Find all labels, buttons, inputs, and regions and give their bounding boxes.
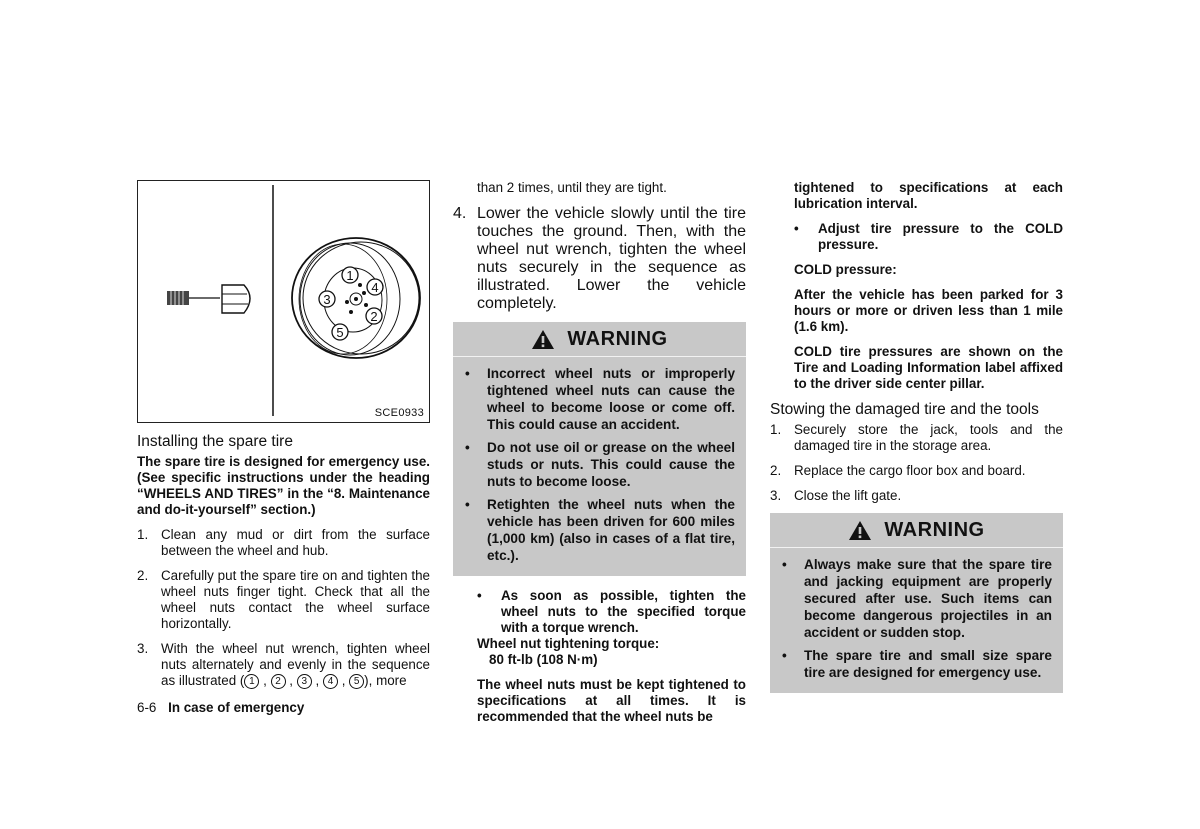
warning-item: • The spare tire and small size spare tire are designed for emergency use.: [782, 648, 1052, 680]
warning-box: [453, 322, 746, 576]
list-item: 3. Close the lift gate.: [770, 488, 902, 503]
stowing-steps: [770, 422, 1063, 504]
continuation-text: tightened to specifications at each lubrication interval.: [794, 180, 1063, 211]
adjust-pressure-bullet: • Adjust tire pressure to the COLD pressure.: [794, 221, 1063, 252]
list-item: 2. Replace the cargo floor box and board.: [770, 463, 1026, 478]
section-name: In case of emergency: [168, 700, 305, 715]
wheel-nut-figure: [137, 180, 430, 423]
seq-circle-1: 1: [244, 674, 259, 689]
warning-icon: [848, 520, 872, 541]
list-item: 2. Carefully put the spare tire on and tighten the wheel nuts finger tight. Check that all the wheel nuts contact the wheel surface horizontally.: [137, 568, 430, 631]
page-number: 6-6: [137, 700, 157, 715]
wheel-icon: [292, 238, 420, 358]
page-footer: [137, 700, 304, 715]
installing-spare-heading: Installing the spare tire: [137, 433, 293, 450]
warning-box: [770, 513, 1063, 693]
torque-value: 80 ft-lb (108 N·m): [489, 652, 598, 667]
nut-label-2: 2: [370, 309, 378, 324]
wheel-illustration: [138, 181, 431, 424]
seq-circle-3: 3: [297, 674, 312, 689]
spare-tire-intro: The spare tire is designed for emergency use. (See specific instructions under the heading “WHEELS AND TIRES” in the “8. Maintenance and do-it-yourself” section.): [137, 454, 430, 517]
warning-icon: [531, 329, 555, 350]
wheel-stud-icon: [167, 291, 220, 305]
nut-label-1: 1: [346, 268, 354, 283]
warning-list: [770, 548, 1063, 681]
list-item: 3. With the wheel nut wrench, tighten wheel nuts alternately and evenly in the sequence as illustrated ( 1 , 2 , 3 , 4 , 5 ), more: [137, 641, 430, 688]
column-left: [137, 180, 430, 689]
nut-label-5: 5: [336, 325, 344, 340]
cold-pressure-label: COLD pressure:: [794, 262, 897, 277]
warning-item: • Incorrect wheel nuts or improperly tightened wheel nuts can cause the wheel to become loose or come off. This could cause an accident.: [465, 366, 735, 432]
stowing-heading: Stowing the damaged tire and the tools: [770, 401, 1039, 418]
list-item: 1. Securely store the jack, tools and the damaged tire in the storage area.: [770, 422, 1063, 453]
warning-title: WARNING: [884, 518, 985, 541]
torque-label: Wheel nut tightening torque:: [477, 636, 660, 651]
column-right: [770, 180, 1063, 693]
warning-item: • Do not use oil or grease on the wheel studs or nuts. This could cause the nuts to become loose.: [465, 440, 735, 489]
figure-code: SCE0933: [374, 407, 424, 419]
nut-label-4: 4: [371, 280, 379, 295]
warning-title: WARNING: [567, 327, 668, 350]
nut-label-3: 3: [323, 292, 331, 307]
cold-pressure-desc: After the vehicle has been parked for 3 hours or more or driven less than 1 mile (1.6 km).: [794, 287, 1063, 334]
seq-circle-5: 5: [349, 674, 364, 689]
warning-list: [453, 357, 746, 564]
torque-bullet: • As soon as possible, tighten the wheel nuts to the specified torque with a torque wrench.: [477, 588, 746, 635]
install-steps: [137, 527, 430, 689]
keep-tightened-note: The wheel nuts must be kept tightened to specifications at all times. It is recommended that the wheel nuts be: [477, 677, 746, 724]
continuation-text: than 2 times, until they are tight.: [477, 180, 667, 195]
wheel-nut-icon: [222, 285, 250, 313]
warning-header: [770, 513, 1063, 548]
seq-circle-2: 2: [271, 674, 286, 689]
column-middle: [453, 180, 746, 725]
warning-header: [453, 322, 746, 357]
warning-item: • Always make sure that the spare tire and jacking equipment are properly secured after use. Such items can become dangerous projectiles in an accident or sudden stop.: [782, 557, 1052, 640]
list-item: 1. Clean any mud or dirt from the surface between the wheel and hub.: [137, 527, 430, 558]
step-4: 4. Lower the vehicle slowly until the tire touches the ground. Then, with the wheel nut wrench, tighten the wheel nuts securely in the sequence as illustrated. Lower the vehicle completely.: [453, 205, 746, 312]
warning-item: • Retighten the wheel nuts when the vehicle has been driven for 600 miles (1,000 km) (also in cases of a flat tire, etc.).: [465, 497, 735, 563]
seq-circle-4: 4: [323, 674, 338, 689]
cold-pressure-location: COLD tire pressures are shown on the Tire and Loading Information label affixed to the driver side center pillar.: [794, 344, 1063, 391]
